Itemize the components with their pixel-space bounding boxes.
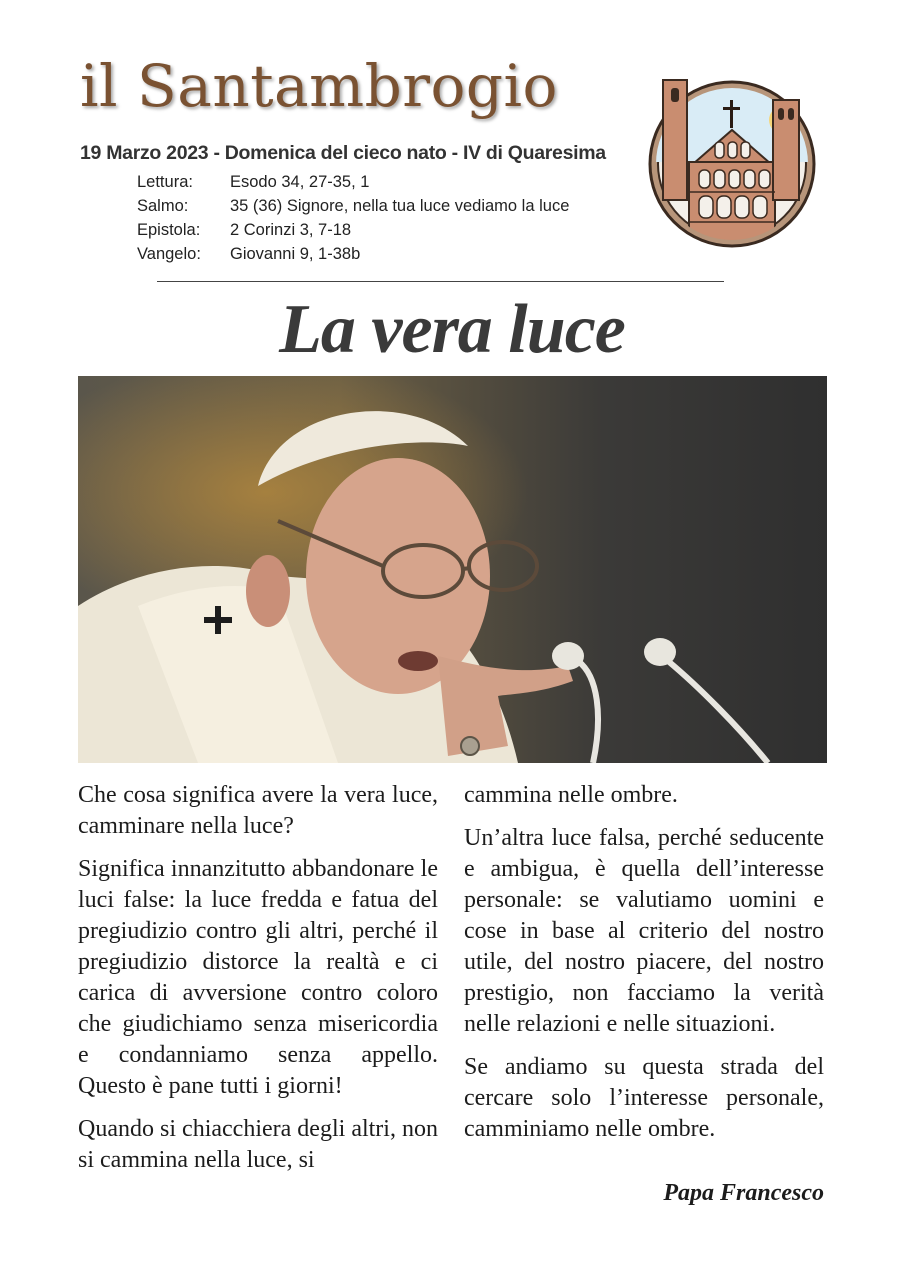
reading-label: Vangelo: xyxy=(137,245,201,263)
pope-photo xyxy=(78,376,827,763)
reading-label: Epistola: xyxy=(137,221,201,239)
reading-label: Salmo: xyxy=(137,197,189,215)
reading-row-epistola xyxy=(137,218,569,242)
article-column-right xyxy=(464,780,824,1157)
article-signature: Papa Francesco xyxy=(663,1180,824,1206)
reading-row-lettura xyxy=(137,170,569,194)
pope-portrait-image xyxy=(78,376,827,763)
reading-label: Lettura: xyxy=(137,173,193,191)
readings-list xyxy=(137,170,569,266)
reading-text: 35 (36) Signore, nella tua luce vediamo la luce xyxy=(230,197,570,215)
reading-row-vangelo xyxy=(137,242,569,266)
headline: La vera luce xyxy=(279,291,625,368)
reading-row-salmo xyxy=(137,194,569,218)
reading-text: 2 Corinzi 3, 7-18 xyxy=(230,221,352,239)
article-paragraph: Che cosa significa avere la vera luce, camminare nella luce? xyxy=(78,782,438,839)
reading-text: Giovanni 9, 1-38b xyxy=(230,245,361,263)
dateline: 19 Marzo 2023 - Domenica del cieco nato - IV di Quaresima xyxy=(80,142,606,164)
article-paragraph: Un’altra luce falsa, perché seducente e ambigua, è quella dell’interesse personale: se valutiamo uomini e cose in base al criterio del nostro utile, del nostro piacere, del nostro prestigio, non facciamo la verità nelle relazioni e nelle situazioni. xyxy=(464,825,824,1037)
masthead-title: il Santambrogio xyxy=(80,52,558,120)
basilica-logo-icon xyxy=(645,72,820,252)
article-paragraph: Significa innanzitutto abbandonare le luci false: la luce fredda e fatua del pregiudizio contro gli altri, perché il pregiudizio distorce la realtà e ci carica di avversione contro coloro che giudichiamo senza misericordia e condanniamo senza appello. Questo è pane tutti i giorni! xyxy=(78,856,438,1099)
article-column-left xyxy=(78,780,438,1188)
article-paragraph: cammina nelle ombre. xyxy=(464,782,678,808)
basilica-logo xyxy=(645,72,820,252)
reading-text: Esodo 34, 27-35, 1 xyxy=(230,173,370,191)
article-paragraph: Se andiamo su questa strada del cercare solo l’interesse personale, camminiamo nelle ombre. xyxy=(464,1054,824,1142)
article-paragraph: Quando si chiacchiera degli altri, non si cammina nella luce, si xyxy=(78,1116,438,1173)
header-divider xyxy=(157,281,724,282)
